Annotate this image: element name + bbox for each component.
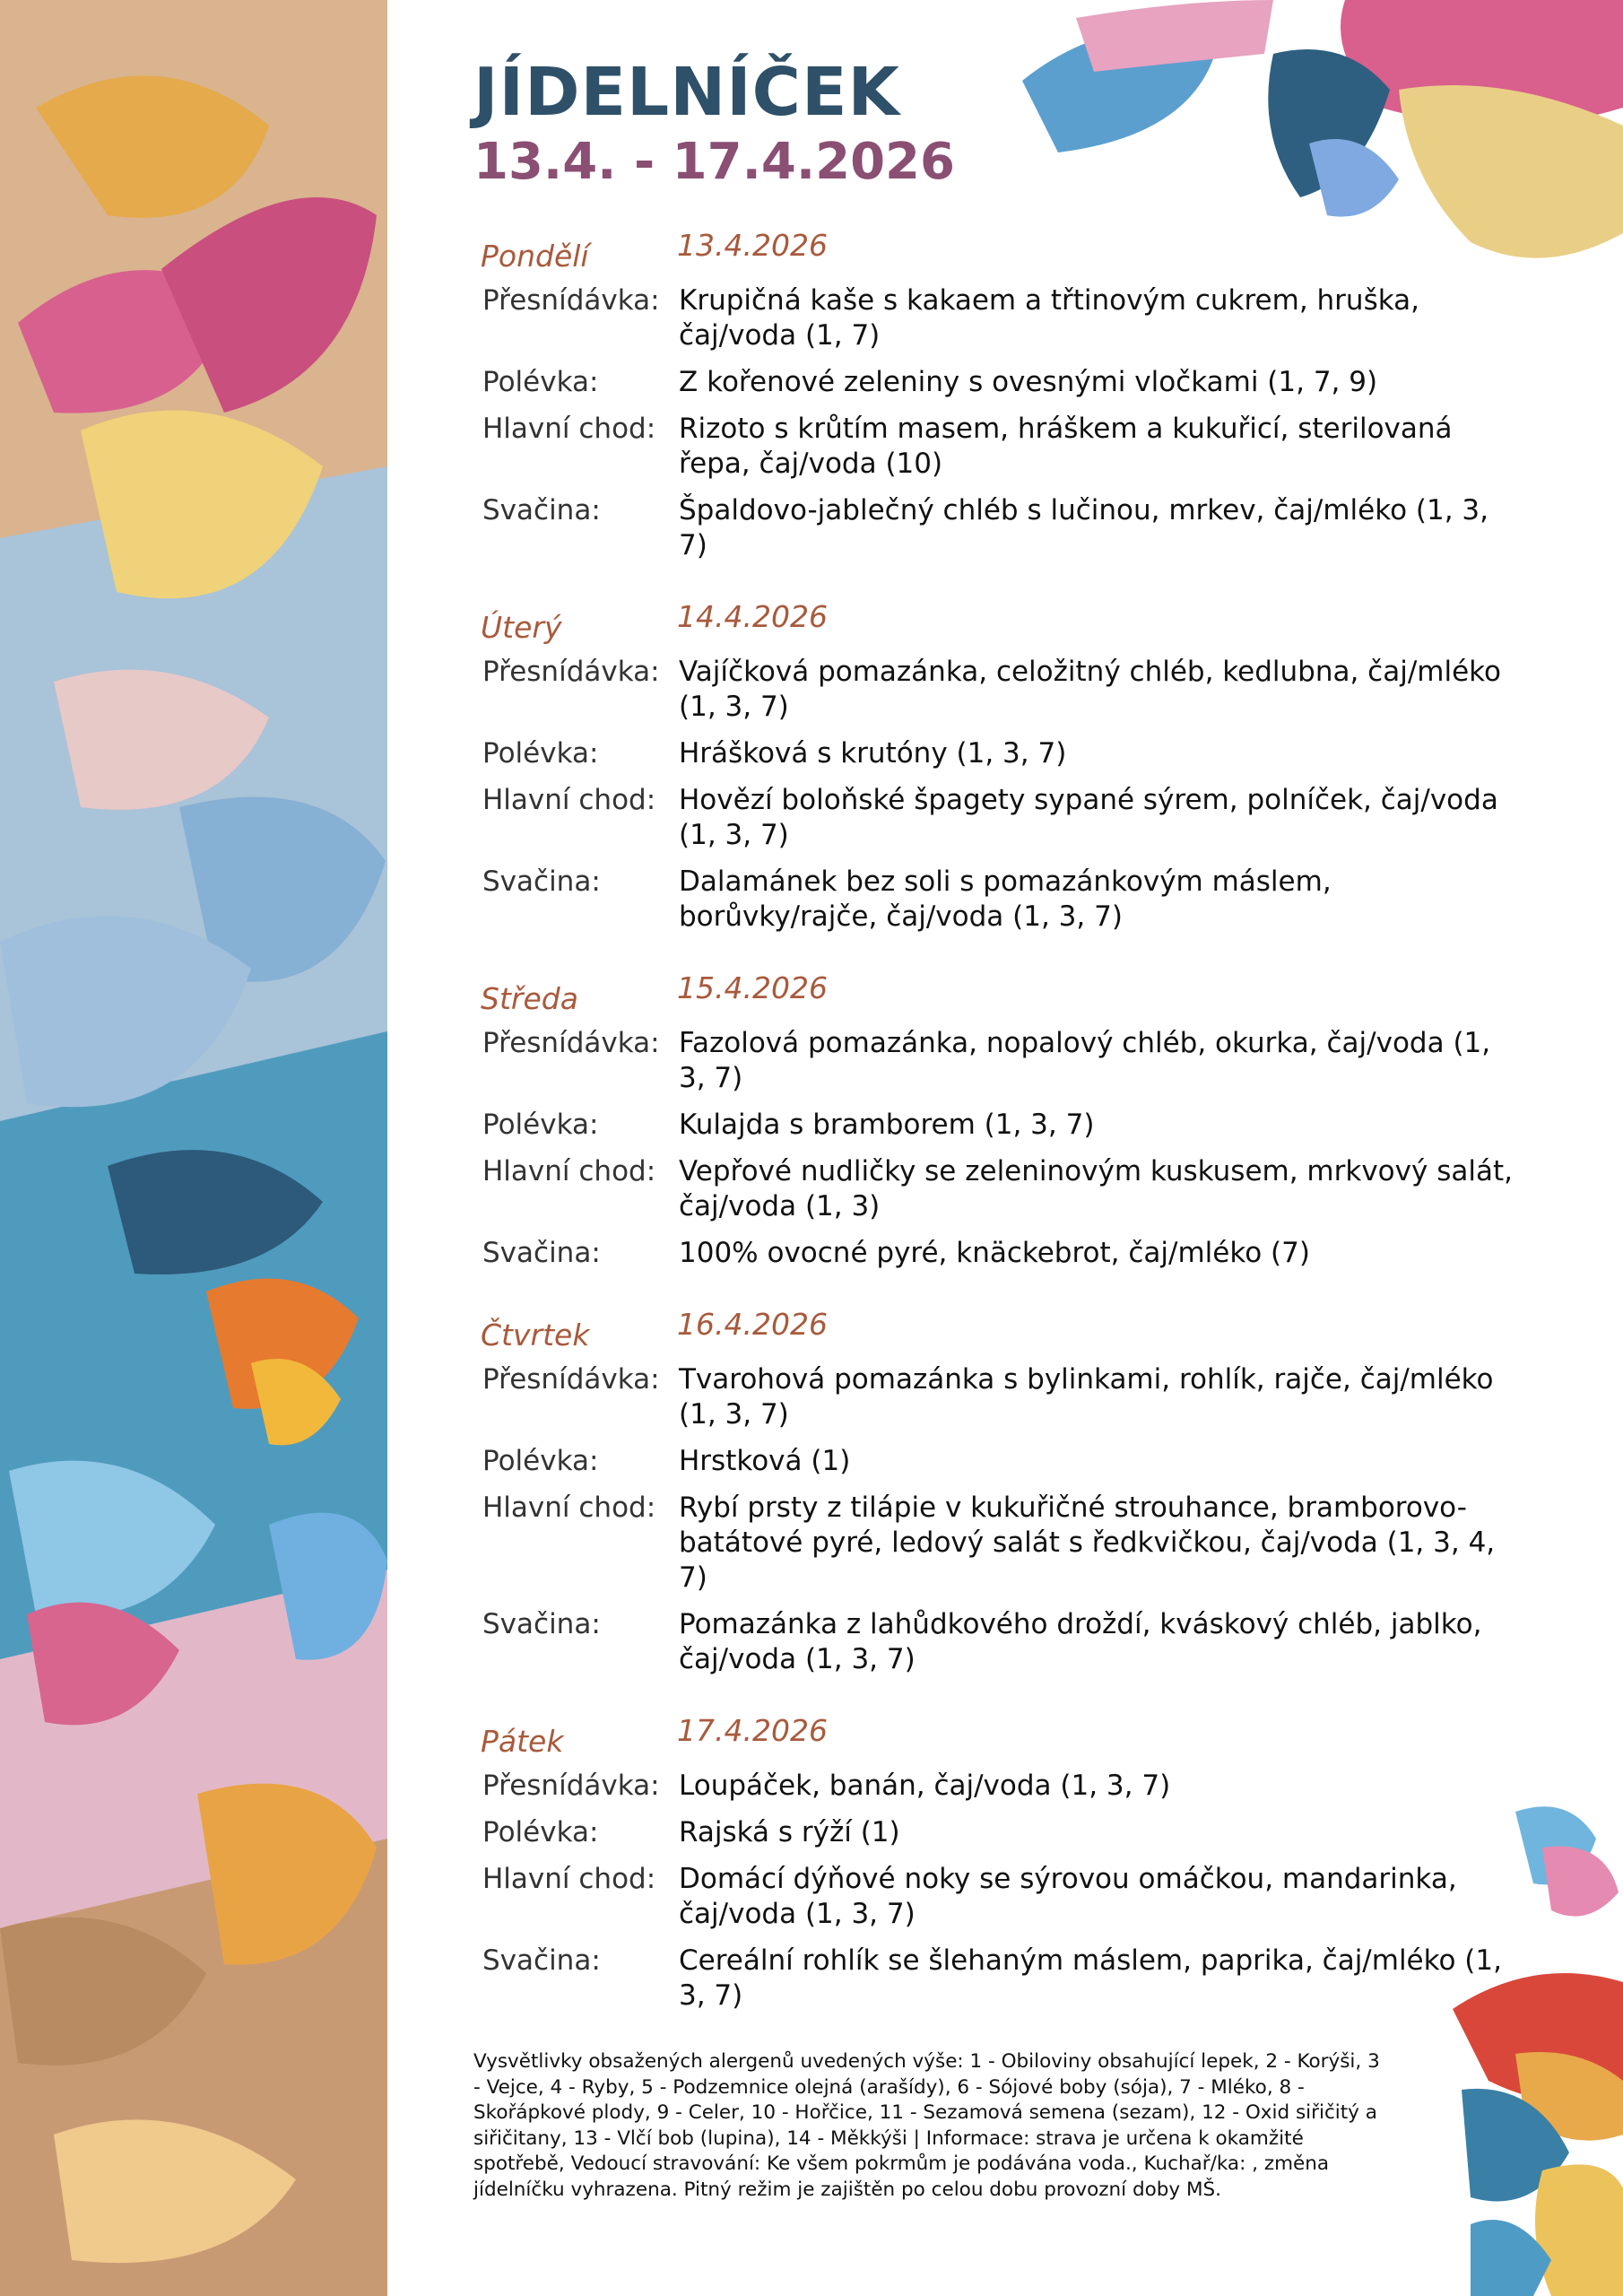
meal-text: 100% ovocné pyré, knäckebrot, čaj/mléko (7) (679, 1237, 1310, 1269)
meal-text: Dalamánek bez soli s pomazánkovým máslem, borůvky/rajče, čaj/voda (1, 3, 7) (679, 865, 1332, 933)
meal-text: Pomazánka z lahůdkového droždí, kváskový chléb, jablko, čaj/voda (1, 3, 7) (679, 1608, 1482, 1675)
meal-text: Rajská s rýží (1) (679, 1816, 900, 1848)
day-name: Úterý (481, 610, 562, 645)
day-tuesday (473, 599, 1532, 935)
meal-row (473, 865, 1532, 935)
meal-label: Svačina: (482, 1608, 601, 1640)
meal-row (473, 1491, 1532, 1596)
meal-row (473, 412, 1532, 482)
meal-label: Polévka: (482, 1445, 599, 1477)
meal-text: Vajíčková pomazánka, celožitný chléb, kedlubna, čaj/mléko (1, 3, 7) (679, 656, 1501, 723)
meal-text: Hrášková s krutóny (1, 3, 7) (679, 737, 1067, 770)
day-monday (473, 228, 1532, 563)
day-header (473, 1713, 1532, 1769)
meal-label: Svačina: (482, 865, 601, 898)
meal-row (473, 1607, 1532, 1677)
meal-label: Přesnídávka: (482, 656, 660, 688)
meal-label: Hlavní chod: (482, 413, 656, 445)
menu-content (473, 52, 1532, 2203)
meal-label: Hlavní chod: (482, 1155, 656, 1187)
day-name: Pondělí (481, 239, 589, 274)
meal-row (473, 283, 1532, 353)
meal-label: Polévka: (482, 366, 599, 398)
meal-label: Svačina: (482, 1237, 601, 1269)
meal-label: Svačina: (482, 494, 601, 526)
meal-text: Z kořenové zeleniny s ovesnými vločkami (1, 7, 9) (679, 366, 1378, 398)
meal-label: Polévka: (482, 1816, 599, 1848)
meal-text: Hrstková (1) (679, 1445, 851, 1477)
meal-text: Fazolová pomazánka, nopalový chléb, okurka, čaj/voda (1, 3, 7) (679, 1027, 1491, 1094)
meal-row (473, 1444, 1532, 1479)
meal-label: Hlavní chod: (482, 1492, 656, 1524)
meal-row (473, 1108, 1532, 1143)
meal-label: Svačina: (482, 1944, 601, 1977)
meal-label: Hlavní chod: (482, 1863, 656, 1895)
meal-row (473, 736, 1532, 771)
meal-row (473, 1026, 1532, 1096)
meal-row (473, 1944, 1532, 2013)
day-header (473, 970, 1532, 1026)
meal-row (473, 493, 1532, 563)
day-header (473, 599, 1532, 655)
meal-row (473, 1154, 1532, 1224)
meal-text: Hovězí boloňské špagety sypané sýrem, polníček, čaj/voda (1, 3, 7) (679, 784, 1498, 851)
page-title: JÍDELNÍČEK (473, 54, 900, 131)
date-range: 13.4. - 17.4.2026 (473, 133, 955, 191)
meal-text: Rybí prsty z tilápie v kukuřičné strouhance, bramborovo-batátové pyré, ledový salát s ředkvičkou, čaj/voda (1, 3, 4, 7) (679, 1492, 1496, 1594)
day-friday (473, 1713, 1532, 2013)
day-header (473, 1307, 1532, 1362)
meal-label: Přesnídávka: (482, 1363, 660, 1396)
day-header (473, 228, 1532, 283)
day-date: 16.4.2026 (677, 1307, 828, 1342)
meal-row (473, 1815, 1532, 1850)
day-thursday (473, 1307, 1532, 1677)
day-name: Pátek (481, 1724, 564, 1759)
meal-text: Domácí dýňové noky se sýrovou omáčkou, mandarinka, čaj/voda (1, 3, 7) (679, 1863, 1457, 1930)
meal-row (473, 783, 1532, 853)
days-list (473, 228, 1532, 2013)
meal-row (473, 655, 1532, 725)
meal-text: Cereální rohlík se šlehaným máslem, paprika, čaj/mléko (1, 3, 7) (679, 1944, 1502, 2012)
day-name: Čtvrtek (481, 1318, 590, 1352)
day-date: 17.4.2026 (677, 1713, 828, 1748)
meal-row (473, 1769, 1532, 1804)
meal-row (473, 365, 1532, 400)
meal-text: Loupáček, banán, čaj/voda (1, 3, 7) (679, 1770, 1171, 1802)
meal-label: Polévka: (482, 737, 599, 770)
allergen-legend: Vysvětlivky obsažených alergenů uvedených výše: 1 - Obiloviny obsahující lepek, 2 - Korýši, 3 - Vejce, 4 - Ryby, 5 - Podzemnice olejná (arašídy), 6 - Sójové boby (sója), 7 - Mléko, 8 - Skořápkové plody, 9 - Celer, 10 - Hořčice, 11 - Sezamová semena (sezam), 12 - Oxid siřičitý a siřičitany, 13 - Vlčí bob (lupina), 14 - Měkkýši | Informace: strava je určena k okamžité spotřebě, Vedoucí stravování: Ke všem pokrmům je podávána voda., Kuchař/ka: , změna jídelníčku vyhrazena. Pitný režim je zajištěn po celou dobu provozní doby MŠ. (473, 2050, 1380, 2201)
meal-text: Vepřové nudličky se zeleninovým kuskusem, mrkvový salát, čaj/voda (1, 3) (679, 1155, 1513, 1222)
day-date: 15.4.2026 (677, 970, 828, 1005)
day-date: 14.4.2026 (677, 599, 828, 634)
meal-text: Tvarohová pomazánka s bylinkami, rohlík, rajče, čaj/mléko (1, 3, 7) (679, 1363, 1494, 1431)
butterfly-illustration-panel (0, 0, 387, 2296)
meal-text: Krupičná kaše s kakaem a třtinovým cukrem, hruška, čaj/voda (1, 7) (679, 284, 1419, 352)
meal-label: Polévka: (482, 1109, 599, 1141)
meal-text: Špaldovo-jablečný chléb s lučinou, mrkev, čaj/mléko (1, 3, 7) (679, 494, 1489, 561)
day-name: Středa (481, 981, 578, 1016)
meal-row (473, 1862, 1532, 1932)
meal-row (473, 1362, 1532, 1432)
day-wednesday (473, 970, 1532, 1271)
meal-text: Rizoto s krůtím masem, hráškem a kukuřicí, sterilovaná řepa, čaj/voda (10) (679, 413, 1453, 480)
meal-text: Kulajda s bramborem (1, 3, 7) (679, 1109, 1095, 1141)
meal-row (473, 1236, 1532, 1271)
meal-label: Hlavní chod: (482, 784, 656, 816)
day-date: 13.4.2026 (677, 228, 828, 263)
meal-label: Přesnídávka: (482, 284, 660, 317)
meal-label: Přesnídávka: (482, 1770, 660, 1802)
meal-label: Přesnídávka: (482, 1027, 660, 1059)
